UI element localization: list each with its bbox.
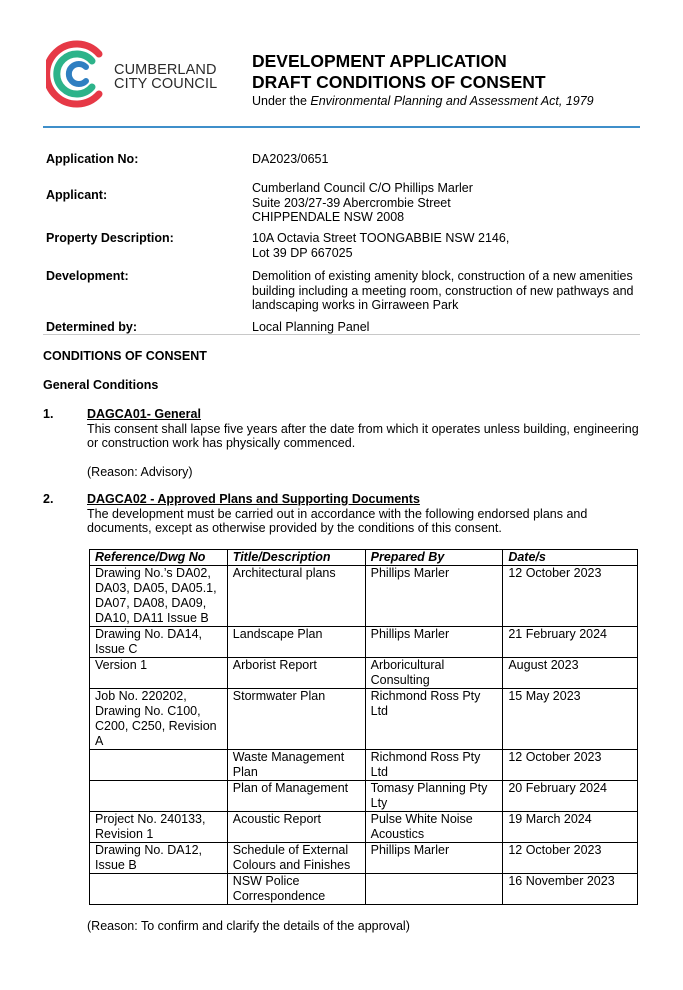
cell-line: Arborist Report	[232, 658, 317, 672]
condition-number: 2.	[43, 492, 54, 506]
cell-line: Drawing No. DA12,	[95, 843, 202, 857]
condition-text-line: This consent shall lapse five years after the date from which it operates unless building, engineering	[87, 421, 639, 436]
cell-line: Job No. 220202,	[95, 689, 187, 703]
cell-reference	[90, 750, 228, 781]
cell-line: Project No. 240133,	[95, 812, 206, 826]
cell-reference	[90, 658, 228, 689]
applicant-value	[252, 181, 640, 231]
column-header-title: Title/Description	[227, 550, 365, 566]
cell-line: Arboricultural	[370, 658, 445, 672]
cell-line: Richmond Ross Pty	[370, 750, 481, 764]
cell-title	[227, 566, 365, 627]
cell-line: DA10, DA11 Issue B	[95, 611, 209, 625]
council-name	[114, 63, 217, 91]
condition-title: DAGCA01- General	[87, 407, 201, 421]
cell-date	[503, 689, 638, 750]
cell-prepared-by	[365, 781, 503, 812]
cell-date	[503, 843, 638, 874]
table-row	[90, 750, 638, 781]
cell-date	[503, 874, 638, 905]
cell-prepared-by	[365, 843, 503, 874]
application-info	[46, 152, 640, 335]
cell-line: Consulting	[370, 673, 430, 687]
cell-line: Architectural plans	[232, 566, 336, 580]
cell-line: 16 November 2023	[508, 874, 615, 888]
applicant-line: Suite 203/27-39 Abercrombie Street	[252, 195, 451, 210]
property-line: 10A Octavia Street TOONGABBIE NSW 2146,	[252, 231, 510, 245]
table-row	[90, 843, 638, 874]
title-line-2: DRAFT CONDITIONS OF CONSENT	[252, 72, 546, 92]
condition-text-line: or construction work has physically commenced.	[87, 436, 356, 450]
property-value	[252, 231, 640, 269]
info-divider	[43, 334, 640, 335]
applicant-label: Applicant:	[46, 188, 108, 202]
subtitle	[252, 94, 594, 108]
cell-line: Schedule of External	[232, 843, 349, 857]
cell-line: Drawing No. DA14,	[95, 627, 202, 641]
cell-title	[227, 627, 365, 658]
cell-line: Revision 1	[95, 827, 154, 841]
applicant-line: Cumberland Council C/O Phillips Marler	[252, 181, 473, 195]
cell-reference	[90, 689, 228, 750]
column-header-prepared-by: Prepared By	[365, 550, 503, 566]
cell-line: DA07, DA08, DA09,	[95, 596, 207, 610]
cell-reference	[90, 781, 228, 812]
cell-line: Phillips Marler	[370, 566, 450, 580]
cell-line: Ltd	[370, 704, 389, 718]
cell-reference	[90, 566, 228, 627]
cell-date	[503, 750, 638, 781]
condition-2-reason: (Reason: To confirm and clarify the details of the approval)	[87, 919, 410, 933]
application-no-value: DA2023/0651	[252, 152, 329, 166]
table-header-row	[90, 550, 638, 566]
cell-line: Landscape Plan	[232, 627, 323, 641]
cell-line: A	[95, 734, 104, 748]
cell-reference	[90, 627, 228, 658]
table-row	[90, 627, 638, 658]
cell-prepared-by	[365, 874, 503, 905]
title-line-1: DEVELOPMENT APPLICATION	[252, 51, 507, 71]
development-label: Development:	[46, 269, 129, 283]
cell-line: 20 February 2024	[508, 781, 608, 795]
table-row	[90, 658, 638, 689]
cell-date	[503, 781, 638, 812]
cell-date	[503, 627, 638, 658]
table-row	[90, 812, 638, 843]
cell-line: Phillips Marler	[370, 843, 450, 857]
cell-line: Issue C	[95, 642, 138, 656]
info-row-applicant	[46, 181, 640, 231]
subtitle-prefix: Under the	[252, 94, 311, 108]
cell-line: Lty	[370, 796, 388, 810]
cell-line: Stormwater Plan	[232, 689, 326, 703]
document-title	[252, 51, 594, 108]
cell-line: 12 October 2023	[508, 566, 602, 580]
condition-reason: (Reason: Advisory)	[87, 464, 193, 479]
cell-prepared-by	[365, 812, 503, 843]
cell-title	[227, 750, 365, 781]
table-row	[90, 566, 638, 627]
determined-by-label: Determined by:	[46, 320, 137, 334]
condition-text-line: The development must be carried out in accordance with the following endorsed plans and	[87, 506, 588, 521]
subtitle-act: Environmental Planning and Assessment Act, 1979	[310, 94, 594, 108]
condition-text-line: documents, except as otherwise provided by the conditions of this consent.	[87, 521, 502, 535]
cell-line: Phillips Marler	[370, 627, 450, 641]
cell-date	[503, 658, 638, 689]
condition-number: 1.	[43, 407, 54, 421]
development-line: landscaping works in Girraween Park	[252, 298, 459, 312]
column-header-dates: Date/s	[503, 550, 638, 566]
cell-line: 12 October 2023	[508, 750, 602, 764]
cell-reference	[90, 874, 228, 905]
cell-line: Issue B	[95, 858, 137, 872]
conditions-heading: CONDITIONS OF CONSENT	[43, 349, 207, 363]
cell-line: Colours and Finishes	[232, 858, 351, 872]
header-divider	[43, 126, 640, 128]
development-line: Demolition of existing amenity block, construction of a new amenities	[252, 269, 633, 283]
cell-line: DA03, DA05, DA05.1,	[95, 581, 217, 595]
cell-line: 21 February 2024	[508, 627, 608, 641]
council-name-line1: CUMBERLAND	[114, 62, 217, 78]
cell-line: Tomasy Planning Pty	[370, 781, 488, 795]
cell-title	[227, 781, 365, 812]
application-no-label: Application No:	[46, 152, 139, 166]
info-row-determined-by	[46, 320, 640, 335]
council-name-line2: CITY COUNCIL	[114, 76, 218, 92]
condition-body	[87, 407, 640, 479]
development-value	[252, 269, 640, 320]
property-line: Lot 39 DP 667025	[252, 245, 353, 260]
cell-date	[503, 566, 638, 627]
cell-title	[227, 812, 365, 843]
cell-line: Waste Management	[232, 750, 345, 764]
cell-reference	[90, 843, 228, 874]
council-logo	[46, 40, 108, 108]
cell-prepared-by	[365, 566, 503, 627]
approved-plans-table	[89, 549, 638, 905]
cell-line: Drawing No.’s DA02,	[95, 566, 211, 580]
cell-title	[227, 843, 365, 874]
cell-reference	[90, 812, 228, 843]
property-label: Property Description:	[46, 231, 174, 245]
cell-line: Drawing No. C100,	[95, 704, 201, 718]
cell-prepared-by	[365, 627, 503, 658]
cell-line: Richmond Ross Pty	[370, 689, 481, 703]
cell-line: August 2023	[508, 658, 579, 672]
cell-line: Acoustic Report	[232, 812, 322, 826]
development-line: building including a meeting room, construction of new pathways and	[252, 283, 634, 298]
determined-by-value: Local Planning Panel	[252, 320, 370, 334]
cell-line: Correspondence	[232, 889, 326, 903]
info-row-development	[46, 269, 640, 320]
cell-title	[227, 658, 365, 689]
table-row	[90, 781, 638, 812]
condition-2	[43, 492, 640, 536]
general-conditions-heading: General Conditions	[43, 378, 159, 392]
cell-line: 12 October 2023	[508, 843, 602, 857]
info-row-application-no	[46, 152, 640, 181]
council-logo-icon	[46, 40, 108, 108]
condition-1	[43, 407, 640, 479]
cell-line: Plan	[232, 765, 258, 779]
cell-line: Pulse White Noise	[370, 812, 473, 826]
cell-line: 19 March 2024	[508, 812, 592, 826]
cell-line: NSW Police	[232, 874, 300, 888]
cell-line: 15 May 2023	[508, 689, 581, 703]
cell-line: Acoustics	[370, 827, 425, 841]
condition-body	[87, 492, 640, 536]
cell-line: Plan of Management	[232, 781, 349, 795]
column-header-reference: Reference/Dwg No	[90, 550, 228, 566]
applicant-line: CHIPPENDALE NSW 2008	[252, 210, 405, 224]
cell-line: C200, C250, Revision	[95, 719, 217, 733]
condition-title: DAGCA02 - Approved Plans and Supporting Documents	[87, 492, 420, 506]
cell-prepared-by	[365, 689, 503, 750]
table-row	[90, 689, 638, 750]
info-row-property	[46, 231, 640, 269]
cell-date	[503, 812, 638, 843]
cell-line: Ltd	[370, 765, 389, 779]
cell-line: Version 1	[95, 658, 148, 672]
table-row	[90, 874, 638, 905]
cell-prepared-by	[365, 750, 503, 781]
cell-title	[227, 689, 365, 750]
cell-prepared-by	[365, 658, 503, 689]
cell-title	[227, 874, 365, 905]
